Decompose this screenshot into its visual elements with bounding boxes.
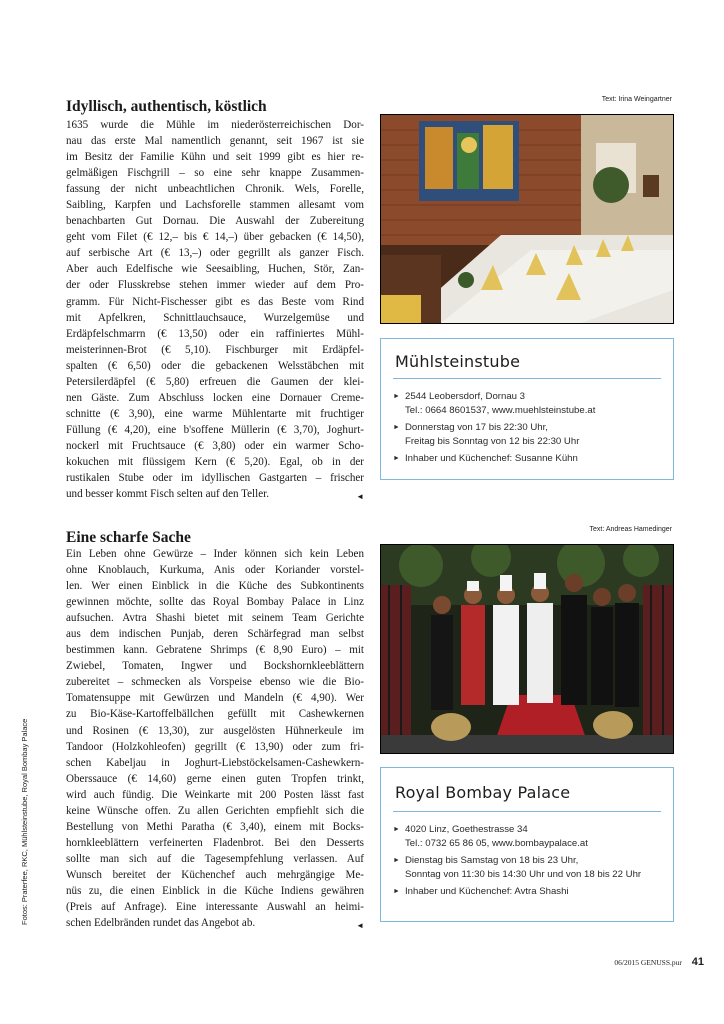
bullet-icon: ► (393, 857, 400, 864)
infobox-details (381, 812, 673, 899)
info-contact[interactable]: Tel.: 0664 8601537, www.muehlsteinstube.at (405, 404, 596, 416)
body-line: und besser kommt Fisch selten auf den Teller. ◄ (66, 486, 364, 502)
body-line: ohne Knoblauch, Kurkuma, Anis oder Koriander vorstel- (66, 564, 364, 577)
body-line: keine Wünsche offen. Zu allen Gerichten empfiehlt sich die (66, 804, 364, 817)
page-number: 41 (691, 956, 704, 968)
body-line: kokuchen mit flüssigem Kern (€ 5,20). Egal, ob in der (66, 455, 364, 468)
info-owner: ► Inhaber und Küchenchef: Avtra Shashi (393, 886, 569, 897)
royal-bombay-palace-infobox (380, 767, 674, 922)
info-contact[interactable]: Tel.: 0732 65 86 05, www.bombaypalace.at (405, 837, 588, 849)
body-line: gelmäßigen Fischgrill – so eine sehr knappe Zusammen- (66, 167, 364, 180)
body-line: Zwiebel, Tomaten, Ingwer und Bockshornkleeblättern (66, 660, 364, 673)
body-line: schen Kabeljau in Joghurt-Liebstöckelsamen-Cashewkern- (66, 756, 364, 769)
bullet-icon: ► (393, 455, 400, 462)
end-of-article-icon: ◄ (356, 492, 364, 502)
body-line: spalten (€ 6,50) oder die gebackenen Welsstäbchen mit (66, 359, 364, 372)
body-line: aufsuchen. Avtra Shashi bietet mit seinem Team Gerichte (66, 612, 364, 625)
body-line: 1635 wurde die Mühle im niederösterreichischen Dor- (66, 119, 364, 131)
article1-headline: Idyllisch, authentisch, köstlich (66, 98, 267, 115)
body-line: nockerl mit Fruchtsauce (€ 3,80) oder ein warmer Scho- (66, 439, 364, 452)
body-line: der oder Flusskrebse stehen immer wieder auf dem Pro- (66, 279, 364, 292)
restaurant-interior-photo (380, 114, 674, 324)
body-line: (Preis auf Anfrage). Eine interessante Auswahl an heimi- (66, 901, 364, 914)
body-line: mit Apfelkren, Schnittlauchsauce, Wurzelgemüse und (66, 311, 364, 324)
body-line: Bestellung von Methi Paratha (€ 3,40), einem mit Bocks- (66, 820, 364, 833)
body-line: nau das erste Mal namentlich genannt, seit 1967 ist sie (66, 135, 364, 148)
body-line: nüs zu, die einen Einblick in die Küche Indiens gewähren (66, 884, 364, 897)
body-line: auf serbische Art (€ 13,–) oder gegrillt als ganzer Fisch. (66, 247, 364, 260)
body-line: Tomatensuppe mit Gewürzen und Mandeln (€ 4,90). Wer (66, 692, 364, 705)
body-line: im Besitz der Familie Kühn und seit 1999 gibt es hier re- (66, 151, 364, 164)
info-address: ► 4020 Linz, Goethestrasse 34 Tel.: 0732 65 86 05, www.bombaypalace.at (391, 823, 663, 850)
body-line: Aber auch Edelfische wie Seesaibling, Huchen, Stör, Zan- (66, 263, 364, 276)
body-line: zu Bio-Käse-Kartoffelbällchen gefüllt mit Cashewkernen (66, 708, 364, 721)
body-line: Oberssauce (€ 14,60) gerne einen guten Tropfen trinkt, (66, 772, 364, 785)
body-line: Petersilerdäpfel (€ 5,80) erfreuen die Gaumen der klei- (66, 375, 364, 388)
body-line: wird auch fündig. Die Weinkarte mit 200 Posten lässt fast (66, 788, 364, 801)
body-line: benachbarten Gut Dornau. Die Auswahl der Zubereitung (66, 215, 364, 228)
body-line: Füllung (€ 4,20), eine b'soffene Müllerin (€ 3,70), Joghurt- (66, 423, 364, 436)
infobox-details (381, 379, 673, 466)
body-line: geht vom Filet (€ 12,– bis € 14,–) über gebacken (€ 14,50), (66, 231, 364, 244)
body-line: meisterinnen-Brot (€ 5,10). Fischburger mit Erdäpfel- (66, 343, 364, 356)
bullet-icon: ► (393, 424, 400, 431)
restaurant-team-photo (380, 544, 674, 754)
body-line: schen Edelbränden rundet das Angebot ab. ◄ (66, 915, 364, 931)
infobox-title: Royal Bombay Palace (395, 783, 571, 802)
body-line: Tandoor (Holzkohleofen) gegrillt (€ 13,90) oder zum fri- (66, 740, 364, 753)
body-line: Erdäpfelschmarrn (€ 13,50) oder ein raffiniertes Mühl- (66, 327, 364, 340)
article2-text-credit: Text: Andreas Hamedinger (589, 526, 672, 533)
body-line: gewinnen möchte, sollte das Royal Bombay Palace in Linz (66, 596, 364, 609)
body-line: Ein Leben ohne Gewürze – Inder können sich kein Leben (66, 548, 364, 560)
body-line: gramm. Für Nicht-Fischesser gibt es das Beste vom Rind (66, 295, 364, 308)
body-line: und Rosinen (€ 13,30), zur ausgelösten Hühnerkeule im (66, 724, 364, 737)
bullet-icon: ► (393, 393, 400, 400)
page-footer (614, 956, 704, 968)
article2-body (66, 546, 364, 934)
magazine-name: GENUSS.pur (640, 958, 682, 967)
photo-credit: Fotos: Praterfee, RKC, Mühlsteinstube, Royal Bombay Palace (20, 718, 29, 925)
body-line: rustikalen Stube oder im idyllischen Gastgarten – frischer (66, 472, 364, 485)
body-line: bestimmen kann. Gebratene Shrimps (€ 8,90 Euro) – mit (66, 644, 364, 657)
body-line: len. Wer einen Einblick in die Küche des Subkontinents (66, 580, 364, 593)
body-line: sollte man sich auf die Tagesempfehlung verlassen. Auf (66, 852, 364, 865)
article1-body (66, 117, 364, 505)
info-owner: ► Inhaber und Küchenchef: Susanne Kühn (393, 453, 578, 464)
body-line: aus dem indischen Punjab, deren Schärfegrad man selbst (66, 628, 364, 641)
bullet-icon: ► (393, 826, 400, 833)
body-line: Saibling, Karpfen und Lachsforelle stammen allesamt vom (66, 199, 364, 212)
muehlsteinstube-infobox (380, 338, 674, 480)
body-line: nen Gäste. Zum Abschluss locken eine Dornauer Creme- (66, 391, 364, 404)
infobox-title: Mühlsteinstube (395, 352, 521, 371)
article1-text-credit: Text: Irina Weingartner (601, 96, 672, 103)
end-of-article-icon: ◄ (356, 921, 364, 931)
body-line: zubereitet – schmecken als Vorspeise ebenso wie die Bio- (66, 676, 364, 689)
info-hours: ► Donnerstag von 17 bis 22:30 Uhr, Freitag bis Sonntag von 12 bis 22:30 Uhr (393, 422, 580, 447)
body-line: fassung der nicht unbeachtlichen Chronik. Wels, Forelle, (66, 183, 364, 196)
body-line: hornkleeblättern verfeinerten Fladenbrot. Bei den Desserts (66, 836, 364, 849)
article2-headline: Eine scharfe Sache (66, 529, 191, 546)
info-address: ► 2544 Leobersdorf, Dornau 3 Tel.: 0664 8601537, www.muehlsteinstube.at (391, 390, 663, 417)
issue-date: 06/2015 (614, 958, 639, 967)
body-line: schnitte (€ 3,90), eine warme Mühlentarte mit fruchtiger (66, 407, 364, 420)
body-line: Wunsch bereitet der Küchenchef auch mehrgängige Me- (66, 868, 364, 881)
info-hours: ► Dienstag bis Samstag von 18 bis 23 Uhr, Sonntag von 11:30 bis 14:30 Uhr und von 18 bis 22 Uhr (393, 855, 642, 880)
bullet-icon: ► (393, 888, 400, 895)
